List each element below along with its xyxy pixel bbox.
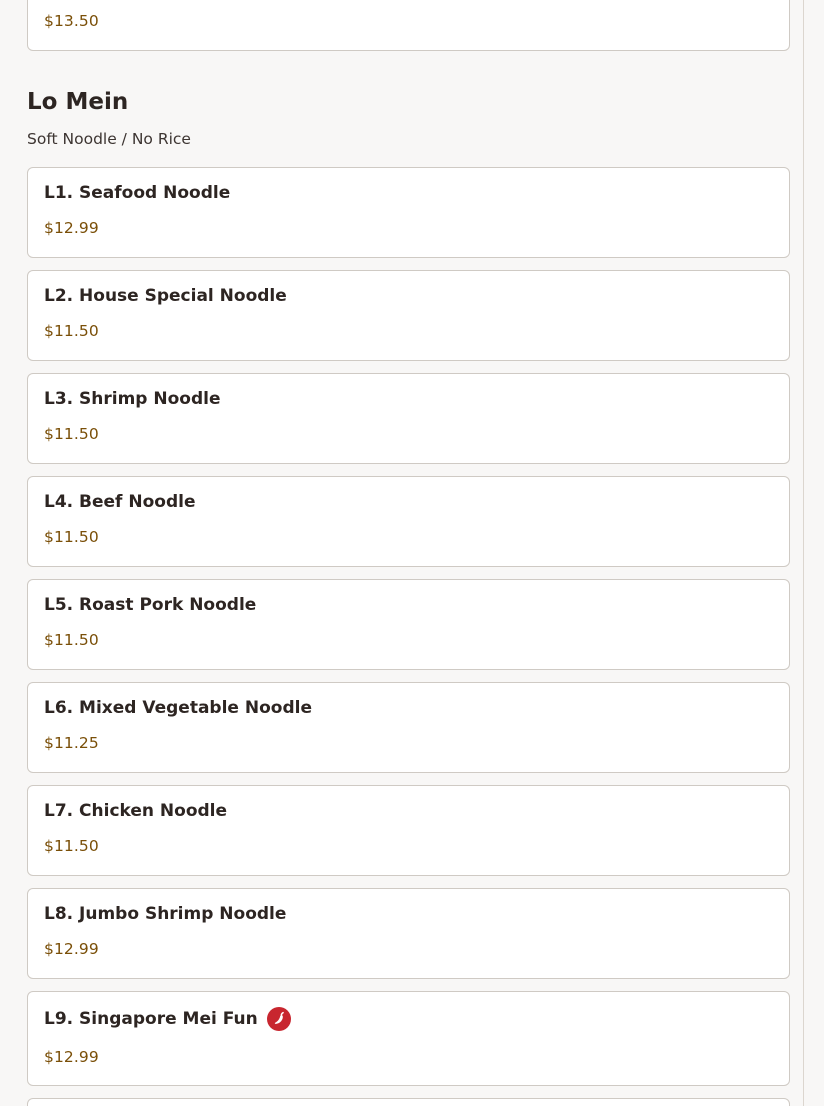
menu-item-name: L2. House Special Noodle [44,286,287,306]
menu-item-name: L4. Beef Noodle [44,492,196,512]
previous-menu-item-card[interactable] [27,0,790,51]
menu-item-card-l1[interactable] [27,167,790,258]
page-divider [803,0,804,1106]
menu-item-name: L7. Chicken Noodle [44,801,228,821]
previous-item-price: $13.50 [44,12,99,30]
menu-item-price: $11.50 [44,528,99,546]
menu-item-name: L8. Jumbo Shrimp Noodle [44,904,287,924]
menu-item-name: L6. Mixed Vegetable Noodle [44,698,312,718]
menu-item-card-l2[interactable] [27,270,790,361]
section-title: Lo Mein [27,89,129,115]
menu-item-card-l8[interactable] [27,888,790,979]
menu-item-card-l5[interactable] [27,579,790,670]
menu-item-price: $11.25 [44,734,99,752]
menu-item-price: $12.99 [44,219,99,237]
menu-item-price: $11.50 [44,322,99,340]
chili-pepper-icon [267,1007,291,1031]
menu-item-card-l7[interactable] [27,785,790,876]
menu-item-card-l3[interactable] [27,373,790,464]
menu-item-name: L5. Roast Pork Noodle [44,595,257,615]
menu-item-price: $11.50 [44,425,99,443]
next-menu-item-card[interactable] [27,1098,790,1106]
menu-item-name: L3. Shrimp Noodle [44,389,221,409]
section-subtitle: Soft Noodle / No Rice [27,130,191,148]
menu-item-card-l4[interactable] [27,476,790,567]
menu-item-card-l9[interactable] [27,991,790,1086]
menu-item-price: $12.99 [44,940,99,958]
menu-item-price: $11.50 [44,837,99,855]
menu-item-price: $12.99 [44,1048,99,1066]
menu-item-name: L1. Seafood Noodle [44,183,231,203]
menu-item-card-l6[interactable] [27,682,790,773]
menu-item-name: L9. Singapore Mei Fun [44,1007,291,1031]
menu-item-price: $11.50 [44,631,99,649]
